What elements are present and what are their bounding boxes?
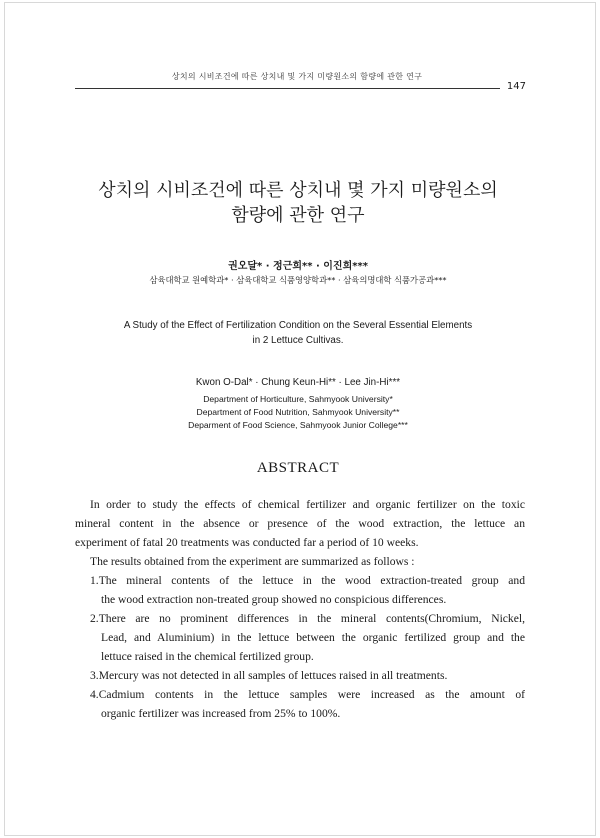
abstract-heading: ABSTRACT <box>256 460 340 476</box>
authors-english: Kwon O-Dal* · Chung Keun-Hi** · Lee Jin-Hi*** <box>195 377 401 388</box>
title-english-line-1: A Study of the Effect of Fertilization Condition on the Several Essential Elements <box>123 320 473 331</box>
running-header: 상치의 시비조건에 따른 상치내 및 가지 미량원소의 함량에 관한 연구 <box>171 72 423 81</box>
title-korean-line-2: 함량에 관한 연구 <box>231 205 365 226</box>
header-rule <box>75 88 500 89</box>
affiliation-english-3: Deparment of Food Science, Sahmyook Junior College*** <box>188 420 408 430</box>
abstract-line: Lead, and Aluminium) in the lettuce between the organic fertilized group and the <box>101 631 525 644</box>
page-number: 147 <box>506 81 526 92</box>
abstract-line: The results obtained from the experiment are summarized as follows : <box>90 555 415 568</box>
abstract-line: 2.There are no prominent differences in the mineral contents(Chromium, Nickel, <box>90 612 525 625</box>
abstract-line: experiment of fatal 20 treatments was conducted far a period of 10 weeks. <box>75 536 419 549</box>
title-korean <box>60 178 536 228</box>
abstract-line: 3.Mercury was not detected in all samples of lettuces raised in all treatments. <box>90 669 448 682</box>
title-english-line-2: in 2 Lettuce Cultivas. <box>252 335 344 346</box>
title-english <box>60 318 536 348</box>
affiliations-korean: 삼육대학교 원예학과* · 삼육대학교 식품영양학과** · 삼육의명대학 식품가공과*** <box>149 275 447 285</box>
abstract-line: 4.Cadmium contents in the lettuce samples were increased as the amount of <box>90 688 525 701</box>
abstract-line: organic fertilizer was increased from 25% to 100%. <box>101 707 341 720</box>
authors-korean: 권오달* · 정근희** · 이진희*** <box>228 261 368 272</box>
abstract-line: mineral content in the absence or presence of the wood extraction, the lettuce an <box>75 517 525 530</box>
abstract-line: lettuce raised in the chemical fertilized group. <box>101 650 314 663</box>
affiliation-english-1: Department of Horticulture, Sahmyook University* <box>203 394 393 404</box>
abstract-line: 1.The mineral contents of the lettuce in the wood extraction-treated group and <box>90 574 525 587</box>
title-korean-line-1: 상치의 시비조건에 따른 상치내 몇 가지 미량원소의 <box>98 180 498 201</box>
abstract-line: In order to study the effects of chemical fertilizer and organic fertilizer on the toxic <box>90 498 525 511</box>
affiliation-english-2: Department of Food Nutrition, Sahmyook University** <box>196 407 400 417</box>
abstract-line: the wood extraction non-treated group showed no conspicious differences. <box>101 593 447 606</box>
